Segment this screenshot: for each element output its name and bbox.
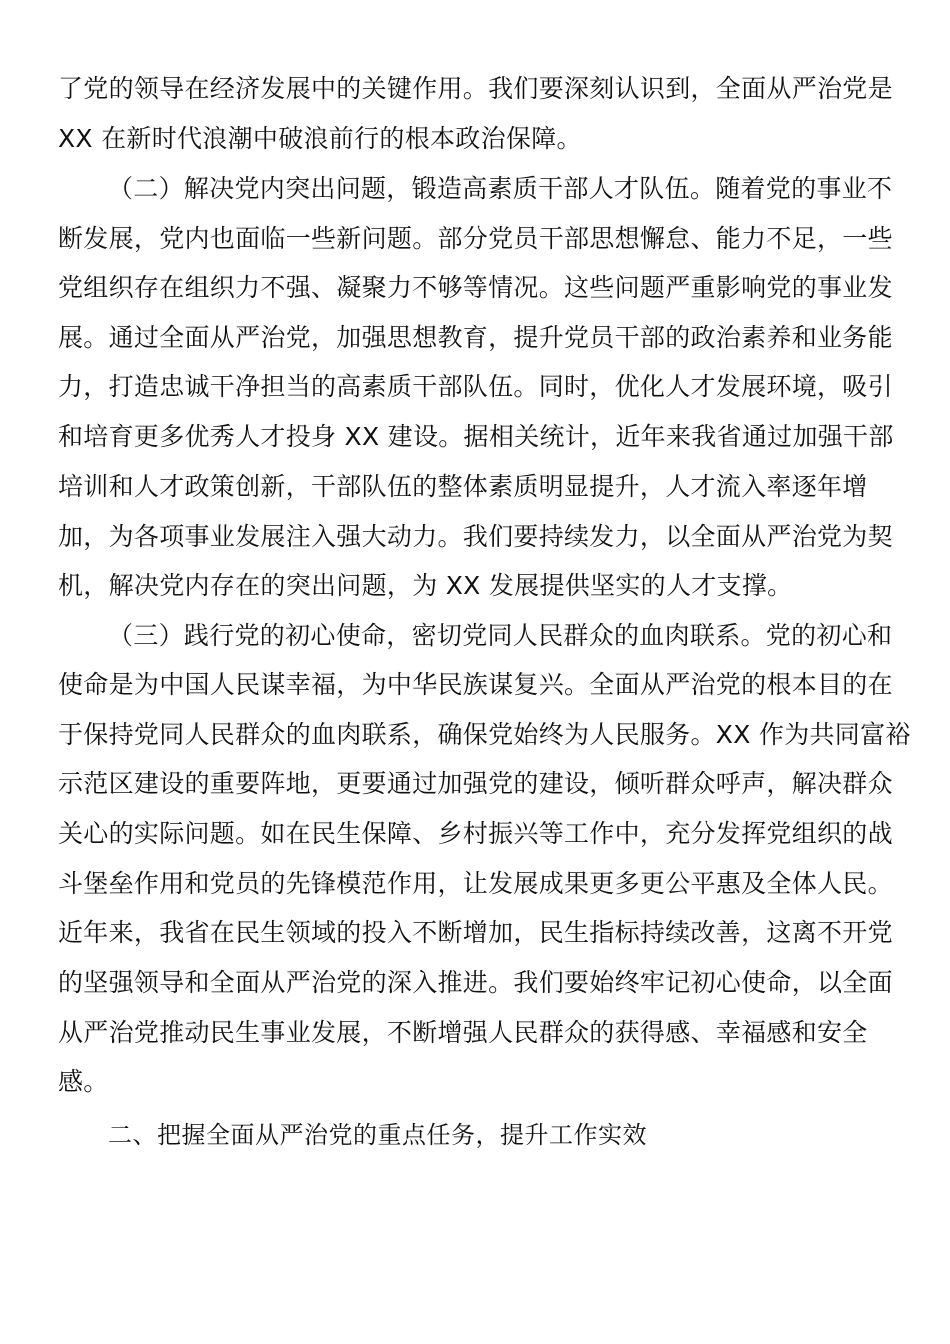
text-line: （二）解决党内突出问题，锻造高素质干部人才队伍。随着党的事业不	[108, 174, 893, 203]
text-line: 了党的领导在经济发展中的关键作用。我们要深刻认识到，全面从严治党是	[58, 74, 893, 103]
text-line: 斗堡垒作用和党员的先锋模范作用，让发展成果更多更公平惠及全体人民。	[58, 869, 893, 898]
text-line: 展。通过全面从严治党，加强思想教育，提升党员干部的政治素养和业务能	[58, 323, 893, 352]
text-line: 机，解决党内存在的突出问题，为 XX 发展提供坚实的人才支撑。	[58, 571, 793, 600]
text-line: 使命是为中国人民谋幸福，为中华民族谋复兴。全面从严治党的根本目的在	[58, 670, 893, 699]
text-line: 近年来，我省在民生领域的投入不断增加，民生指标持续改善，这离不开党	[58, 918, 893, 947]
text-line: 断发展，党内也面临一些新问题。部分党员干部思想懈怠、能力不足，一些	[58, 224, 893, 253]
text-line: （三）践行党的初心使命，密切党同人民群众的血肉联系。党的初心和	[108, 621, 893, 650]
text-line: 于保持党同人民群众的血肉联系，确保党始终为人民服务。XX 作为共同富裕	[58, 720, 911, 749]
text-line: 感。	[58, 1067, 109, 1096]
text-line: 和培育更多优秀人才投身 XX 建设。据相关统计，近年来我省通过加强干部	[58, 422, 894, 451]
section-heading: 二、把握全面从严治党的重点任务，提升工作实效	[108, 1121, 647, 1149]
text-line: 从严治党推动民生事业发展，不断增强人民群众的获得感、幸福感和安全	[58, 1018, 868, 1047]
text-line: XX 在新时代浪潮中破浪前行的根本政治保障。	[58, 124, 582, 153]
text-line: 关心的实际问题。如在民生保障、乡村振兴等工作中，充分发挥党组织的战	[58, 819, 893, 848]
text-line: 力，打造忠诚干净担当的高素质干部队伍。同时，优化人才发展环境，吸引	[58, 372, 893, 401]
text-line: 示范区建设的重要阵地，更要通过加强党的建设，倾听群众呼声，解决群众	[58, 769, 893, 798]
text-line: 的坚强领导和全面从严治党的深入推进。我们要始终牢记初心使命，以全面	[58, 968, 893, 997]
text-line: 加，为各项事业发展注入强大动力。我们要持续发力，以全面从严治党为契	[58, 522, 893, 551]
text-line: 党组织存在组织力不强、凝聚力不够等情况。这些问题严重影响党的事业发	[58, 273, 893, 302]
text-line: 培训和人才政策创新，干部队伍的整体素质明显提升，人才流入率逐年增	[58, 472, 868, 501]
